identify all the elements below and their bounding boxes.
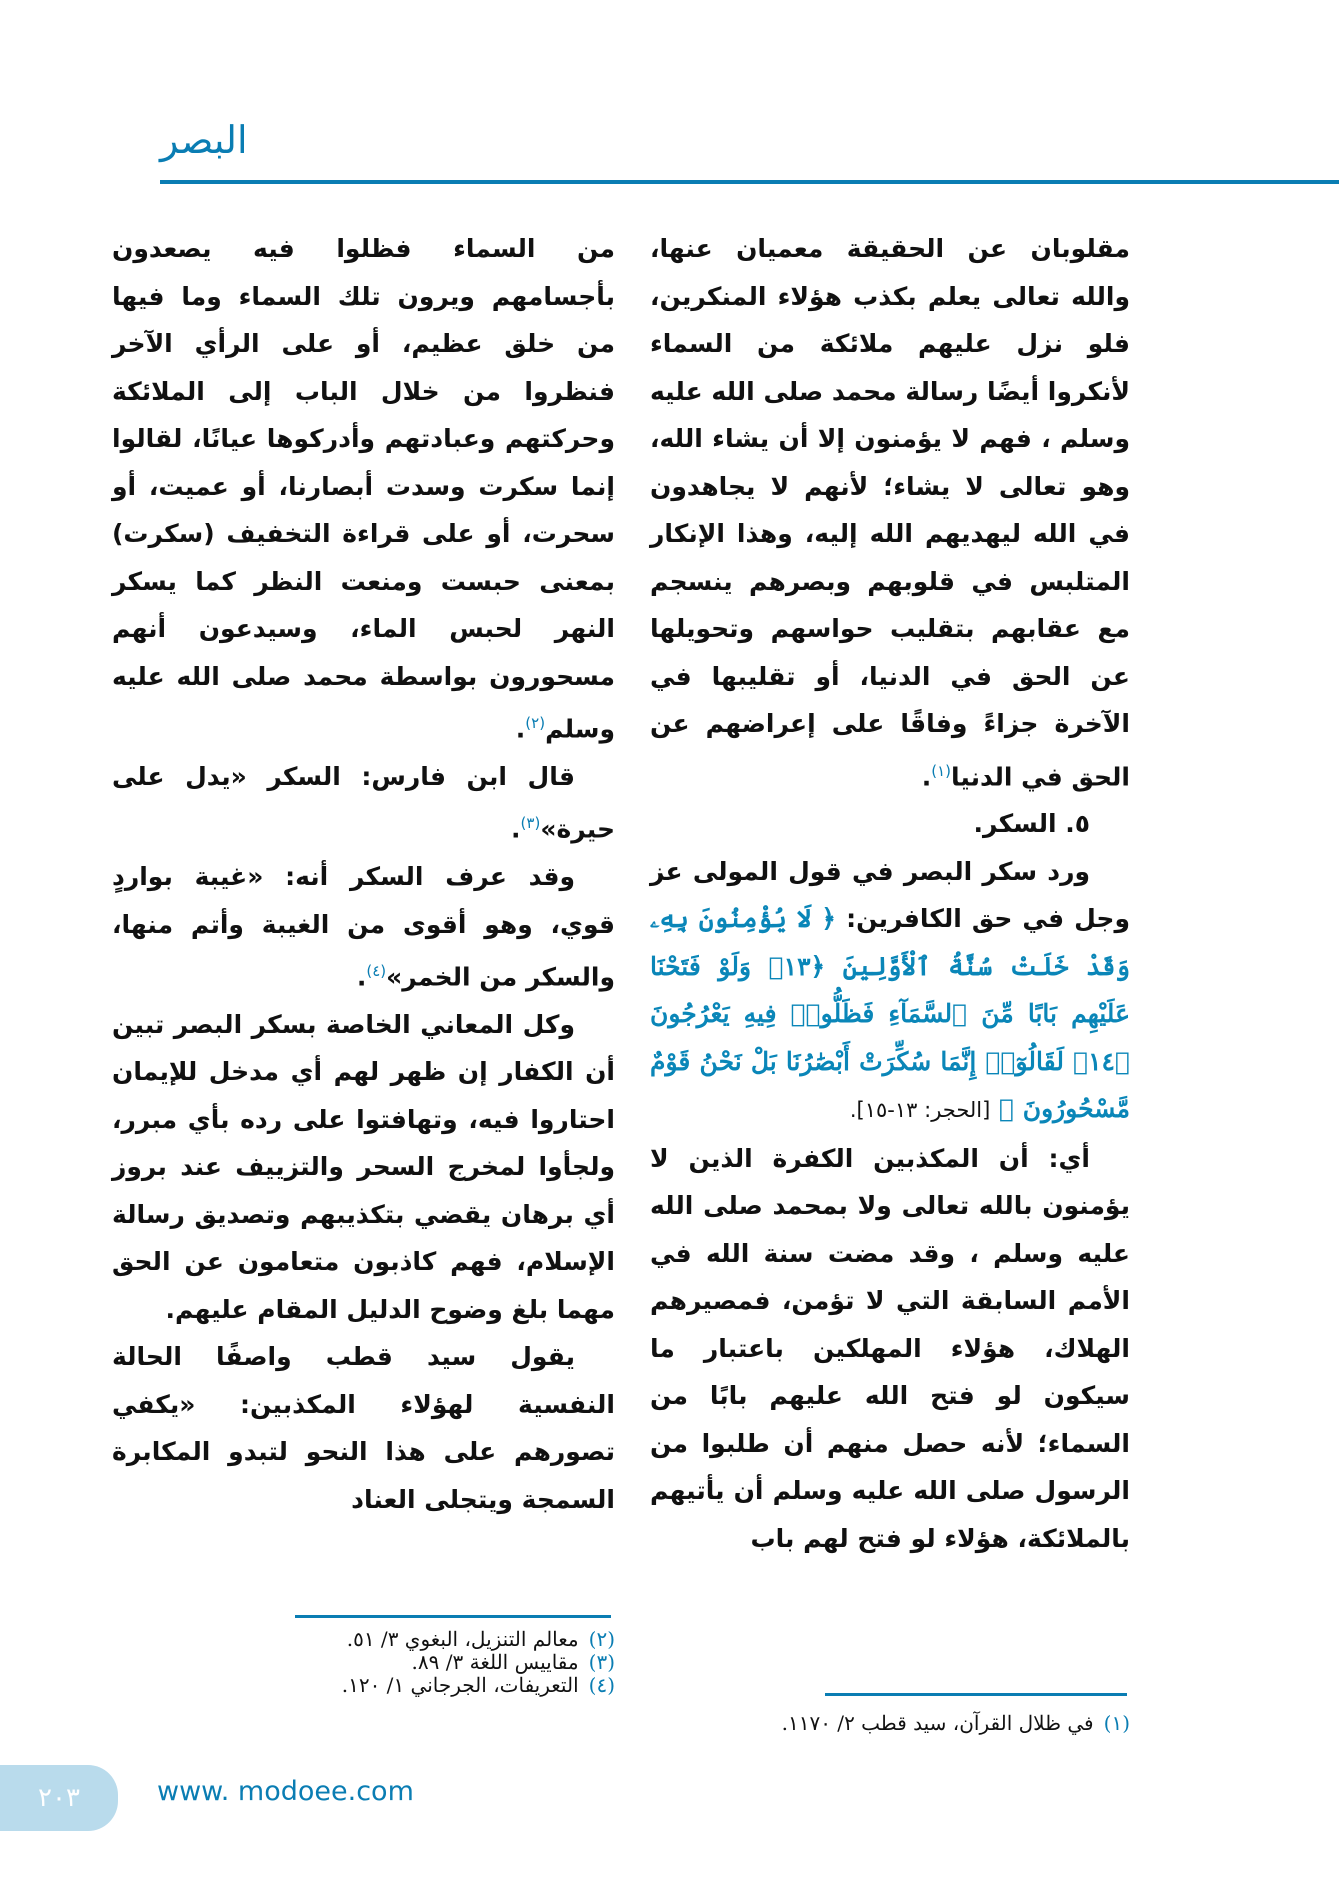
paragraph-text: مقلوبان عن الحقيقة معميان عنها، والله تعالى يعلم بكذب هؤلاء المنكرين، فلو نزل عليهم ملائكة من السماء لأنكروا أيضًا رسالة محمد صلى الله عليه وسلم ، فهم لا يؤمنون إلا أن يشاء الله، وهو تعالى لا يشاء؛ لأنهم لا يجاهدون في الله ليهديهم الله إليه، وهذا الإنكار المتلبس في قلوبهم وبصرهم ينسجم مع عقابهم بتقليب حواسهم وتحويلها عن الحق في الدنيا، أو تقليبها في الآخرة جزاءً وفاقًا على إعراضهم عن الحق في الدنيا — [650, 234, 1130, 791]
period: . — [511, 814, 521, 844]
paragraph-text: ورد سكر البصر في قول المولى عز وجل في حق الكافرين: — [650, 856, 1130, 934]
website-link[interactable]: www. modoee.com — [157, 1776, 414, 1807]
quran-verse: ﴿ لَا يُؤْمِنُونَ بِهِۦ وَقَدْ خَلَتْ سُنَّةُ ٱلْأَوَّلِينَ ﴿١٣﴾ وَلَوْ فَتَحْنَا عَلَيْهِم بَابًا مِّنَ ٱلسَّمَآءِ فَظَلُّوا۟ فِيهِ يَعْرُجُونَ ﴿١٤﴾ لَقَالُوٓا۟ إِنَّمَا سُكِّرَتْ أَبْصَٰرُنَا بَلْ نَحْنُ قَوْمٌ مَّسْحُورُونَ ﴾ — [650, 904, 1130, 1124]
footnote-item — [650, 1712, 1130, 1735]
page-header-title: البصر — [160, 118, 248, 162]
footnote-text: التعريفات، الجرجاني ١/ ١٢٠. — [341, 1673, 579, 1697]
left-column — [112, 225, 615, 1523]
surah-reference: [الحجر: ١٣-١٥]. — [849, 1098, 991, 1123]
footnote-ref[interactable]: (٤) — [366, 962, 387, 981]
paragraph — [650, 225, 1130, 800]
paragraph-text: وقد عرف السكر أنه: «غيبة بواردٍ قوي، وهو أقوى من الغيبة وأتم منها، والسكر من الخمر» — [112, 862, 615, 992]
page-number-badge — [0, 1765, 118, 1831]
right-column — [650, 225, 1130, 1562]
footnote-text: في ظلال القرآن، سيد قطب ٢/ ١١٧٠. — [781, 1711, 1094, 1735]
period: . — [356, 962, 367, 992]
paragraph — [650, 848, 1130, 1135]
paragraph-text: قال ابن فارس: السكر «يدل على حيرة» — [112, 761, 615, 844]
paragraph-text: من السماء فظلوا فيه يصعدون بأجسامهم ويرون تلك السماء وما فيها من خلق عظيم، أو على الرأي الآخر فنظروا من خلال الباب إلى الملائكة وحركتهم وعبادتهم وأدركوها عيانًا، لقالوا إنما سكرت وسدت أبصارنا، أو عميت، أو سحرت، أو على قراءة التخفيف (سكرت) بمعنى حبست ومنعت النظر كما يسكر النهر لحبس الماء، وسيدعون أنهم مسحورون بواسطة محمد صلى الله عليه وسلم — [112, 234, 615, 744]
footnotes-right — [650, 1712, 1130, 1735]
footnote-ref[interactable]: (١) — [931, 761, 952, 780]
paragraph: يقول سيد قطب واصفًا الحالة النفسية لهؤلاء المكذبين: «يكفي تصورهم على هذا النحو لتبدو المكابرة السمجة ويتجلى العناد — [112, 1342, 615, 1514]
footnote-number: (١) — [1103, 1711, 1130, 1735]
section-heading: ٥. السكر. — [973, 809, 1090, 839]
footnote-ref[interactable]: (٢) — [525, 714, 546, 732]
footnote-number: (٤) — [588, 1673, 615, 1697]
footnote-divider — [825, 1693, 1127, 1696]
footnote-item — [112, 1674, 615, 1697]
footnote-number: (٢) — [588, 1627, 615, 1651]
paragraph: وكل المعاني الخاصة بسكر البصر تبين أن الكفار إن ظهر لهم أي مدخل للإيمان احتاروا فيه، وتهافتوا على رده بأي مبرر، ولجأوا لمخرج السحر والتزييف عند بروز أي برهان يقضي بتكذيبهم وتصديق رسالة الإسلام، فهم كاذبون متعامون عن الحق مهما بلغ وضوح الدليل المقام عليهم. — [112, 1009, 615, 1324]
period: . — [515, 714, 526, 744]
paragraph: أي: أن المكذبين الكفرة الذين لا يؤمنون بالله تعالى ولا بمحمد صلى الله عليه وسلم ، وقد مضت سنة الله في الأمم السابقة التي لا تؤمن، فمصيرهم الهلاك، هؤلاء المهلكين باعتبار ما سيكون لو فتح الله عليهم بابًا من السماء؛ لأنه حصل منهم أن طلبوا من الرسول صلى الله عليه وسلم أن يأتيهم بالملائكة، هؤلاء لو فتح لهم باب — [650, 1143, 1130, 1553]
footnote-divider — [295, 1615, 611, 1618]
paragraph — [112, 853, 615, 1001]
period: . — [921, 761, 932, 791]
footnote-item — [112, 1651, 615, 1674]
paragraph — [112, 753, 615, 853]
paragraph — [112, 225, 615, 753]
footnote-ref[interactable]: (٣) — [520, 814, 541, 833]
footnote-item — [112, 1628, 615, 1651]
footnote-text: معالم التنزيل، البغوي ٣/ ٥١. — [346, 1627, 579, 1651]
page-number: ٢٠٣ — [38, 1783, 80, 1813]
footnote-number: (٣) — [588, 1650, 615, 1674]
header-divider — [160, 180, 1339, 184]
footnote-text: مقاييس اللغة ٣/ ٨٩. — [411, 1650, 579, 1674]
footnotes-left — [112, 1628, 615, 1697]
